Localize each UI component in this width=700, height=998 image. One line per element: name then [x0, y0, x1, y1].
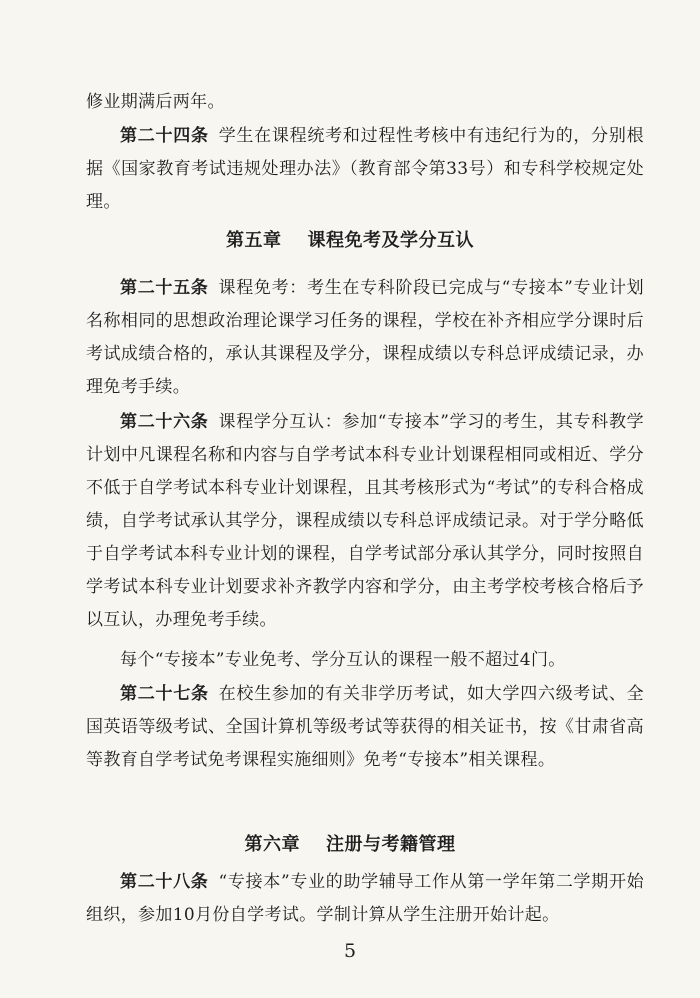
paragraph-text: 每个“专接本”专业免考、学分互认的课程一般不超过4门。: [120, 650, 566, 670]
paragraph-continuation: [86, 86, 644, 119]
article-26-note: [86, 644, 644, 677]
article-number: 第二十八条: [120, 872, 209, 892]
article-text: 在校生参加的有关非学历考试，如大学四六级考试、全国英语等级考试、全国计算机等级考试等获得的相关证书，按《甘肃省高等教育自学考试免考课程实施细则》免考“专接本”相关课程。: [86, 684, 644, 770]
article-26: [86, 406, 644, 637]
article-text: “专接本”专业的助学辅导工作从第一学年第二学期开始组织，参加10月份自学考试。学制计算从学生注册开始计起。: [86, 872, 644, 925]
article-24: [86, 120, 644, 219]
chapter-6-heading: [0, 830, 700, 856]
article-text: 课程学分互认：参加“专接本”学习的考生，其专科教学计划中凡课程名称和内容与自学考试本科专业计划课程相同或相近、学分不低于自学考试本科专业计划课程，且其考核形式为“考试”的专科合格成绩，自学考试承认其学分，课程成绩以专科总评成绩记录。对于学分略低于自学考试本科专业计划的课程，自学考试部分承认其学分，同时按照自学考试本科专业计划要求补齐教学内容和学分，由主考学校考核合格后予以互认，办理免考手续。: [86, 412, 644, 630]
chapter-5-heading: [0, 226, 700, 252]
article-text: 课程免考：考生在专科阶段已完成与“专接本”专业计划名称相同的思想政治理论课学习任务的课程，学校在补齐相应学分课时后考试成绩合格的，承认其课程及学分，课程成绩以专科总评成绩记录，办理免考手续。: [86, 278, 644, 397]
page-number: 5: [343, 940, 357, 962]
article-number: 第二十四条: [120, 126, 209, 146]
chapter-number: 第六章: [244, 834, 300, 855]
article-27: [86, 678, 644, 777]
article-number: 第二十七条: [120, 684, 209, 704]
paragraph-text: 修业期满后两年。: [86, 92, 225, 112]
article-text: 学生在课程统考和过程性考核中有违纪行为的，分别根据《国家教育考试违规处理办法》（教育部令第33号）和专科学校规定处理。: [86, 126, 644, 212]
article-number: 第二十六条: [120, 412, 209, 432]
chapter-number: 第五章: [226, 230, 282, 251]
article-number: 第二十五条: [120, 278, 209, 298]
chapter-title: 课程免考及学分互认: [307, 230, 474, 251]
article-28: [86, 866, 644, 932]
article-25: [86, 272, 644, 404]
chapter-title: 注册与考籍管理: [326, 834, 456, 855]
